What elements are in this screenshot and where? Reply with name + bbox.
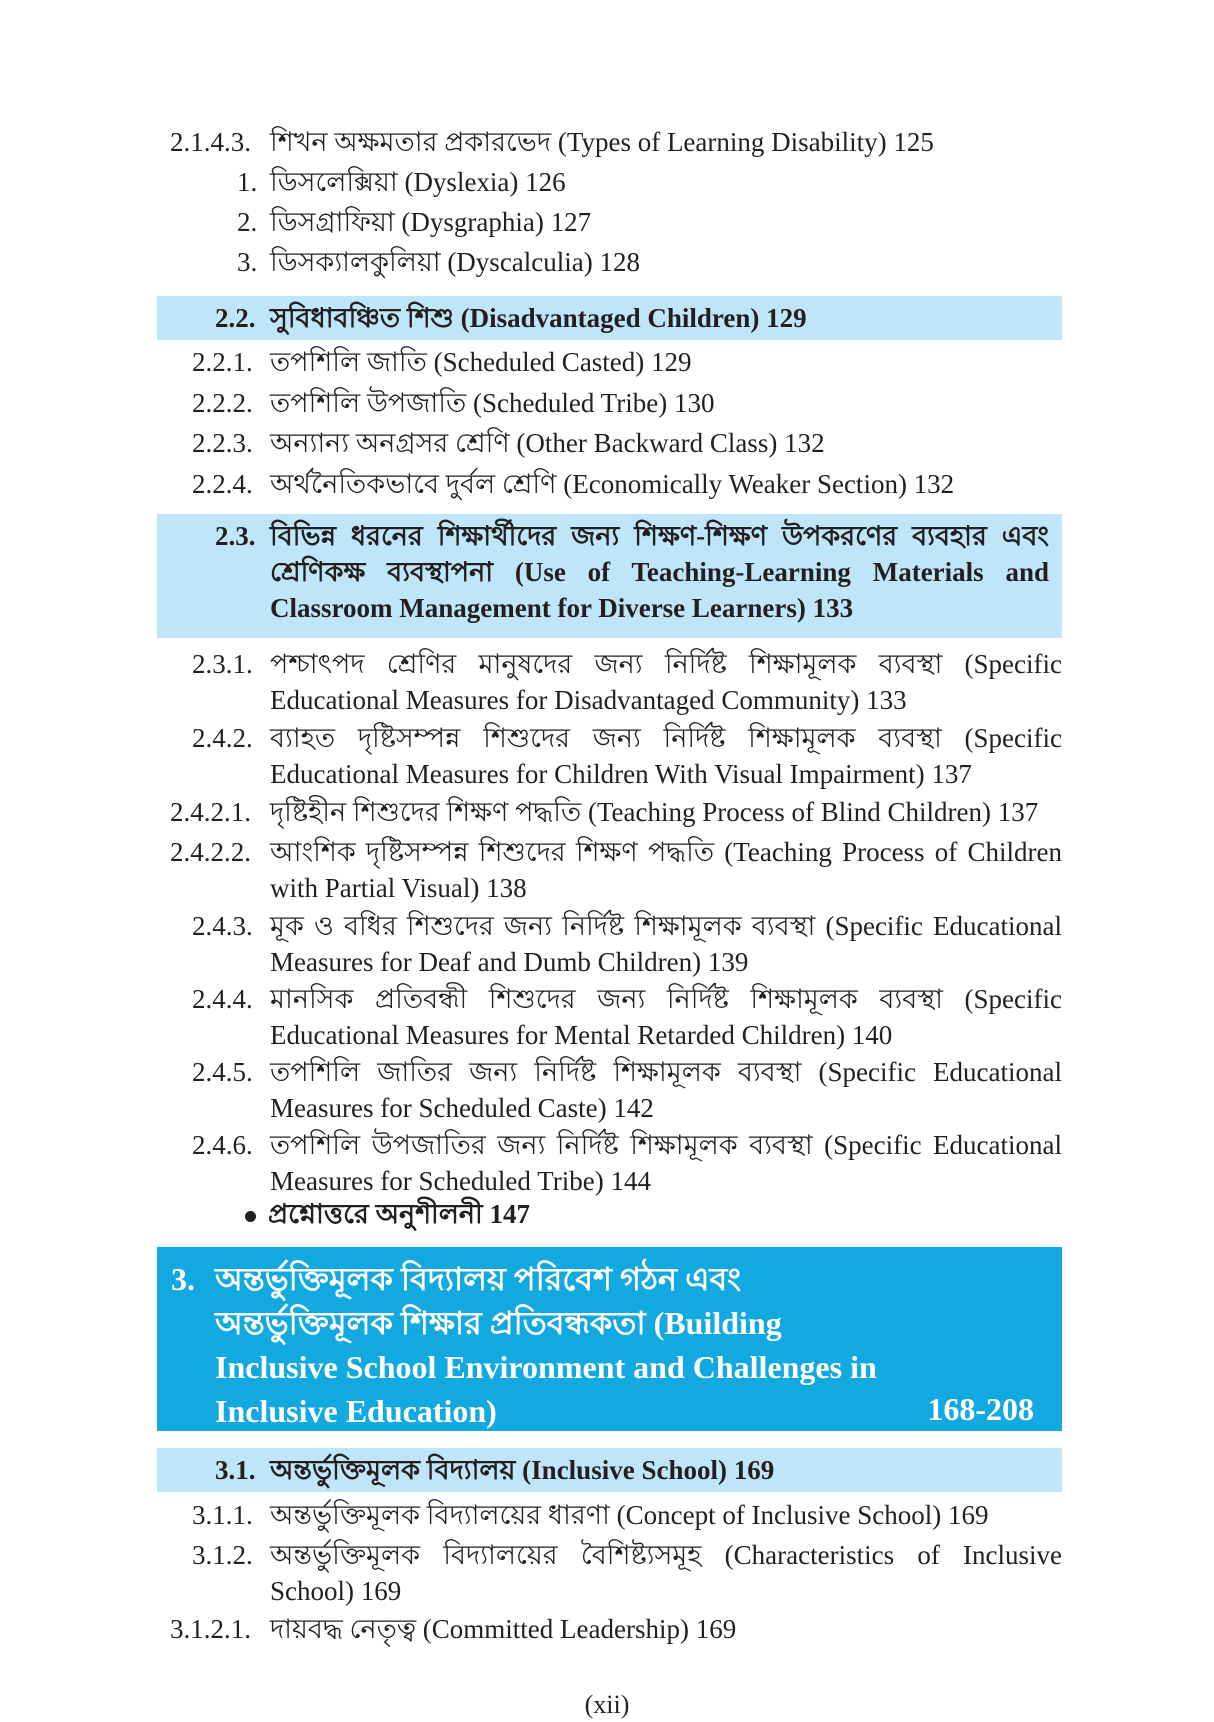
entry-number: 2.4.2.2. [170, 837, 251, 867]
entry-number: 2.4.5. [192, 1057, 253, 1087]
entry-number: 2.2.4. [192, 469, 253, 499]
entry-number: 2.4.4. [192, 984, 253, 1014]
chapter-number: 3. [171, 1261, 195, 1297]
section-title: বিভিন্ন ধরনের শিক্ষার্থীদের জন্য শিক্ষণ-শিক্ষণ উপকরণের ব্যবহার এবং শ্রেণিকক্ষ ব্যবস্থাপনা (Use of Teaching-Learning Materials and Classroom Management for Diverse Learners) 133 [270, 521, 1049, 623]
entry-text: ডিসগ্রাফিয়া (Dysgraphia) 127 [270, 207, 592, 237]
entry-text: দৃষ্টিহীন শিশুদের শিক্ষণ পদ্ধতি (Teaching Process of Blind Children) 137 [270, 797, 1039, 827]
entry-number: 2.3.1. [192, 649, 253, 679]
entry-number: 2. [237, 207, 258, 237]
entry-number: 2.2.2. [192, 388, 253, 418]
entry-number: 1. [237, 167, 258, 197]
entry-text: অন্তর্ভুক্তিমূলক বিদ্যালয়ের বৈশিষ্ট্যসমূহ (Characteristics of Inclusive School) 169 [270, 1540, 1062, 1606]
exercise-entry [245, 1196, 530, 1232]
entry-text: তপশিলি উপজাতির জন্য নির্দিষ্ট শিক্ষামূলক ব্যবস্থা (Specific Educational Measures for Scheduled Tribe) 144 [270, 1130, 1062, 1196]
exercise-text: প্রশ্নোত্তরে অনুশীলনী 147 [268, 1199, 530, 1229]
entry-number: 3.1.2. [192, 1540, 253, 1570]
bullet-icon [245, 1211, 256, 1222]
entry-text: অন্তর্ভুক্তিমূলক বিদ্যালয়ের ধারণা (Concept of Inclusive School) 169 [270, 1500, 989, 1530]
section-number: 3.1. [215, 1455, 256, 1485]
section-heading-3-1 [157, 1448, 1062, 1492]
chapter-heading-3 [157, 1247, 1062, 1431]
entry-number: 2.4.2.1. [170, 797, 251, 827]
section-number: 2.2. [215, 303, 256, 333]
section-heading-2-3 [157, 514, 1062, 638]
entry-text: তপশিলি জাতির জন্য নির্দিষ্ট শিক্ষামূলক ব্যবস্থা (Specific Educational Measures for Scheduled Caste) 142 [270, 1057, 1062, 1123]
section-number: 2.3. [215, 521, 256, 551]
entry-text: ডিসলেক্সিয়া (Dyslexia) 126 [270, 167, 566, 197]
entry-text: ব্যাহত দৃষ্টিসম্পন্ন শিশুদের জন্য নির্দিষ্ট শিক্ষামূলক ব্যবস্থা (Specific Educational Measures for Children With Visual Impairment) 137 [270, 723, 1062, 789]
entry-text: অর্থনৈতিকভাবে দুর্বল শ্রেণি (Economically Weaker Section) 132 [270, 469, 955, 499]
entry-text: মানসিক প্রতিবন্ধী শিশুদের জন্য নির্দিষ্ট শিক্ষামূলক ব্যবস্থা (Specific Educational Measures for Mental Retarded Children) 140 [270, 984, 1062, 1050]
entry-text: পশ্চাৎপদ শ্রেণির মানুষদের জন্য নির্দিষ্ট শিক্ষামূলক ব্যবস্থা (Specific Educational Measures for Disadvantaged Community) 133 [270, 649, 1062, 715]
chapter-title: অন্তর্ভুক্তিমূলক বিদ্যালয় পরিবেশ গঠন এবং অন্তর্ভুক্তিমূলক শিক্ষার প্রতিবন্ধকতা (Building Inclusive School Environment and Challenges in Inclusive Education) [215, 1261, 877, 1429]
entry-text: আংশিক দৃষ্টিসম্পন্ন শিশুদের শিক্ষণ পদ্ধতি (Teaching Process of Children with Partial Visual) 138 [270, 837, 1062, 903]
entry-text: দায়বদ্ধ নেতৃত্ব (Committed Leadership) 169 [270, 1614, 737, 1644]
chapter-page-range: 168-208 [927, 1391, 1034, 1427]
entry-number: 2.2.1. [192, 347, 253, 377]
entry-number: 2.4.6. [192, 1130, 253, 1160]
entry-number: 2.2.3. [192, 428, 253, 458]
entry-text: তপশিলি জাতি (Scheduled Casted) 129 [270, 347, 692, 377]
entry-number: 2.1.4.3. [170, 127, 251, 157]
entry-number: 2.4.3. [192, 911, 253, 941]
entry-text: অন্যান্য অনগ্রসর শ্রেণি (Other Backward Class) 132 [270, 428, 825, 458]
entry-number: 3.1.2.1. [170, 1614, 251, 1644]
entry-text: তপশিলি উপজাতি (Scheduled Tribe) 130 [270, 388, 715, 418]
entry-number: 2.4.2. [192, 723, 253, 753]
page-number: (xii) [584, 1690, 630, 1719]
section-title: অন্তর্ভুক্তিমূলক বিদ্যালয় (Inclusive School) 169 [270, 1455, 775, 1485]
section-title: সুবিধাবঞ্চিত শিশু (Disadvantaged Children) 129 [270, 303, 807, 333]
entry-text: শিখন অক্ষমতার প্রকারভেদ (Types of Learning Disability) 125 [270, 127, 934, 157]
entry-text: ডিসক্যালকুলিয়া (Dyscalculia) 128 [270, 247, 640, 277]
entry-text: মূক ও বধির শিশুদের জন্য নির্দিষ্ট শিক্ষামূলক ব্যবস্থা (Specific Educational Measures for Deaf and Dumb Children) 139 [270, 911, 1062, 977]
entry-number: 3.1.1. [192, 1500, 253, 1530]
section-heading-2-2 [157, 296, 1062, 340]
entry-number: 3. [237, 247, 258, 277]
